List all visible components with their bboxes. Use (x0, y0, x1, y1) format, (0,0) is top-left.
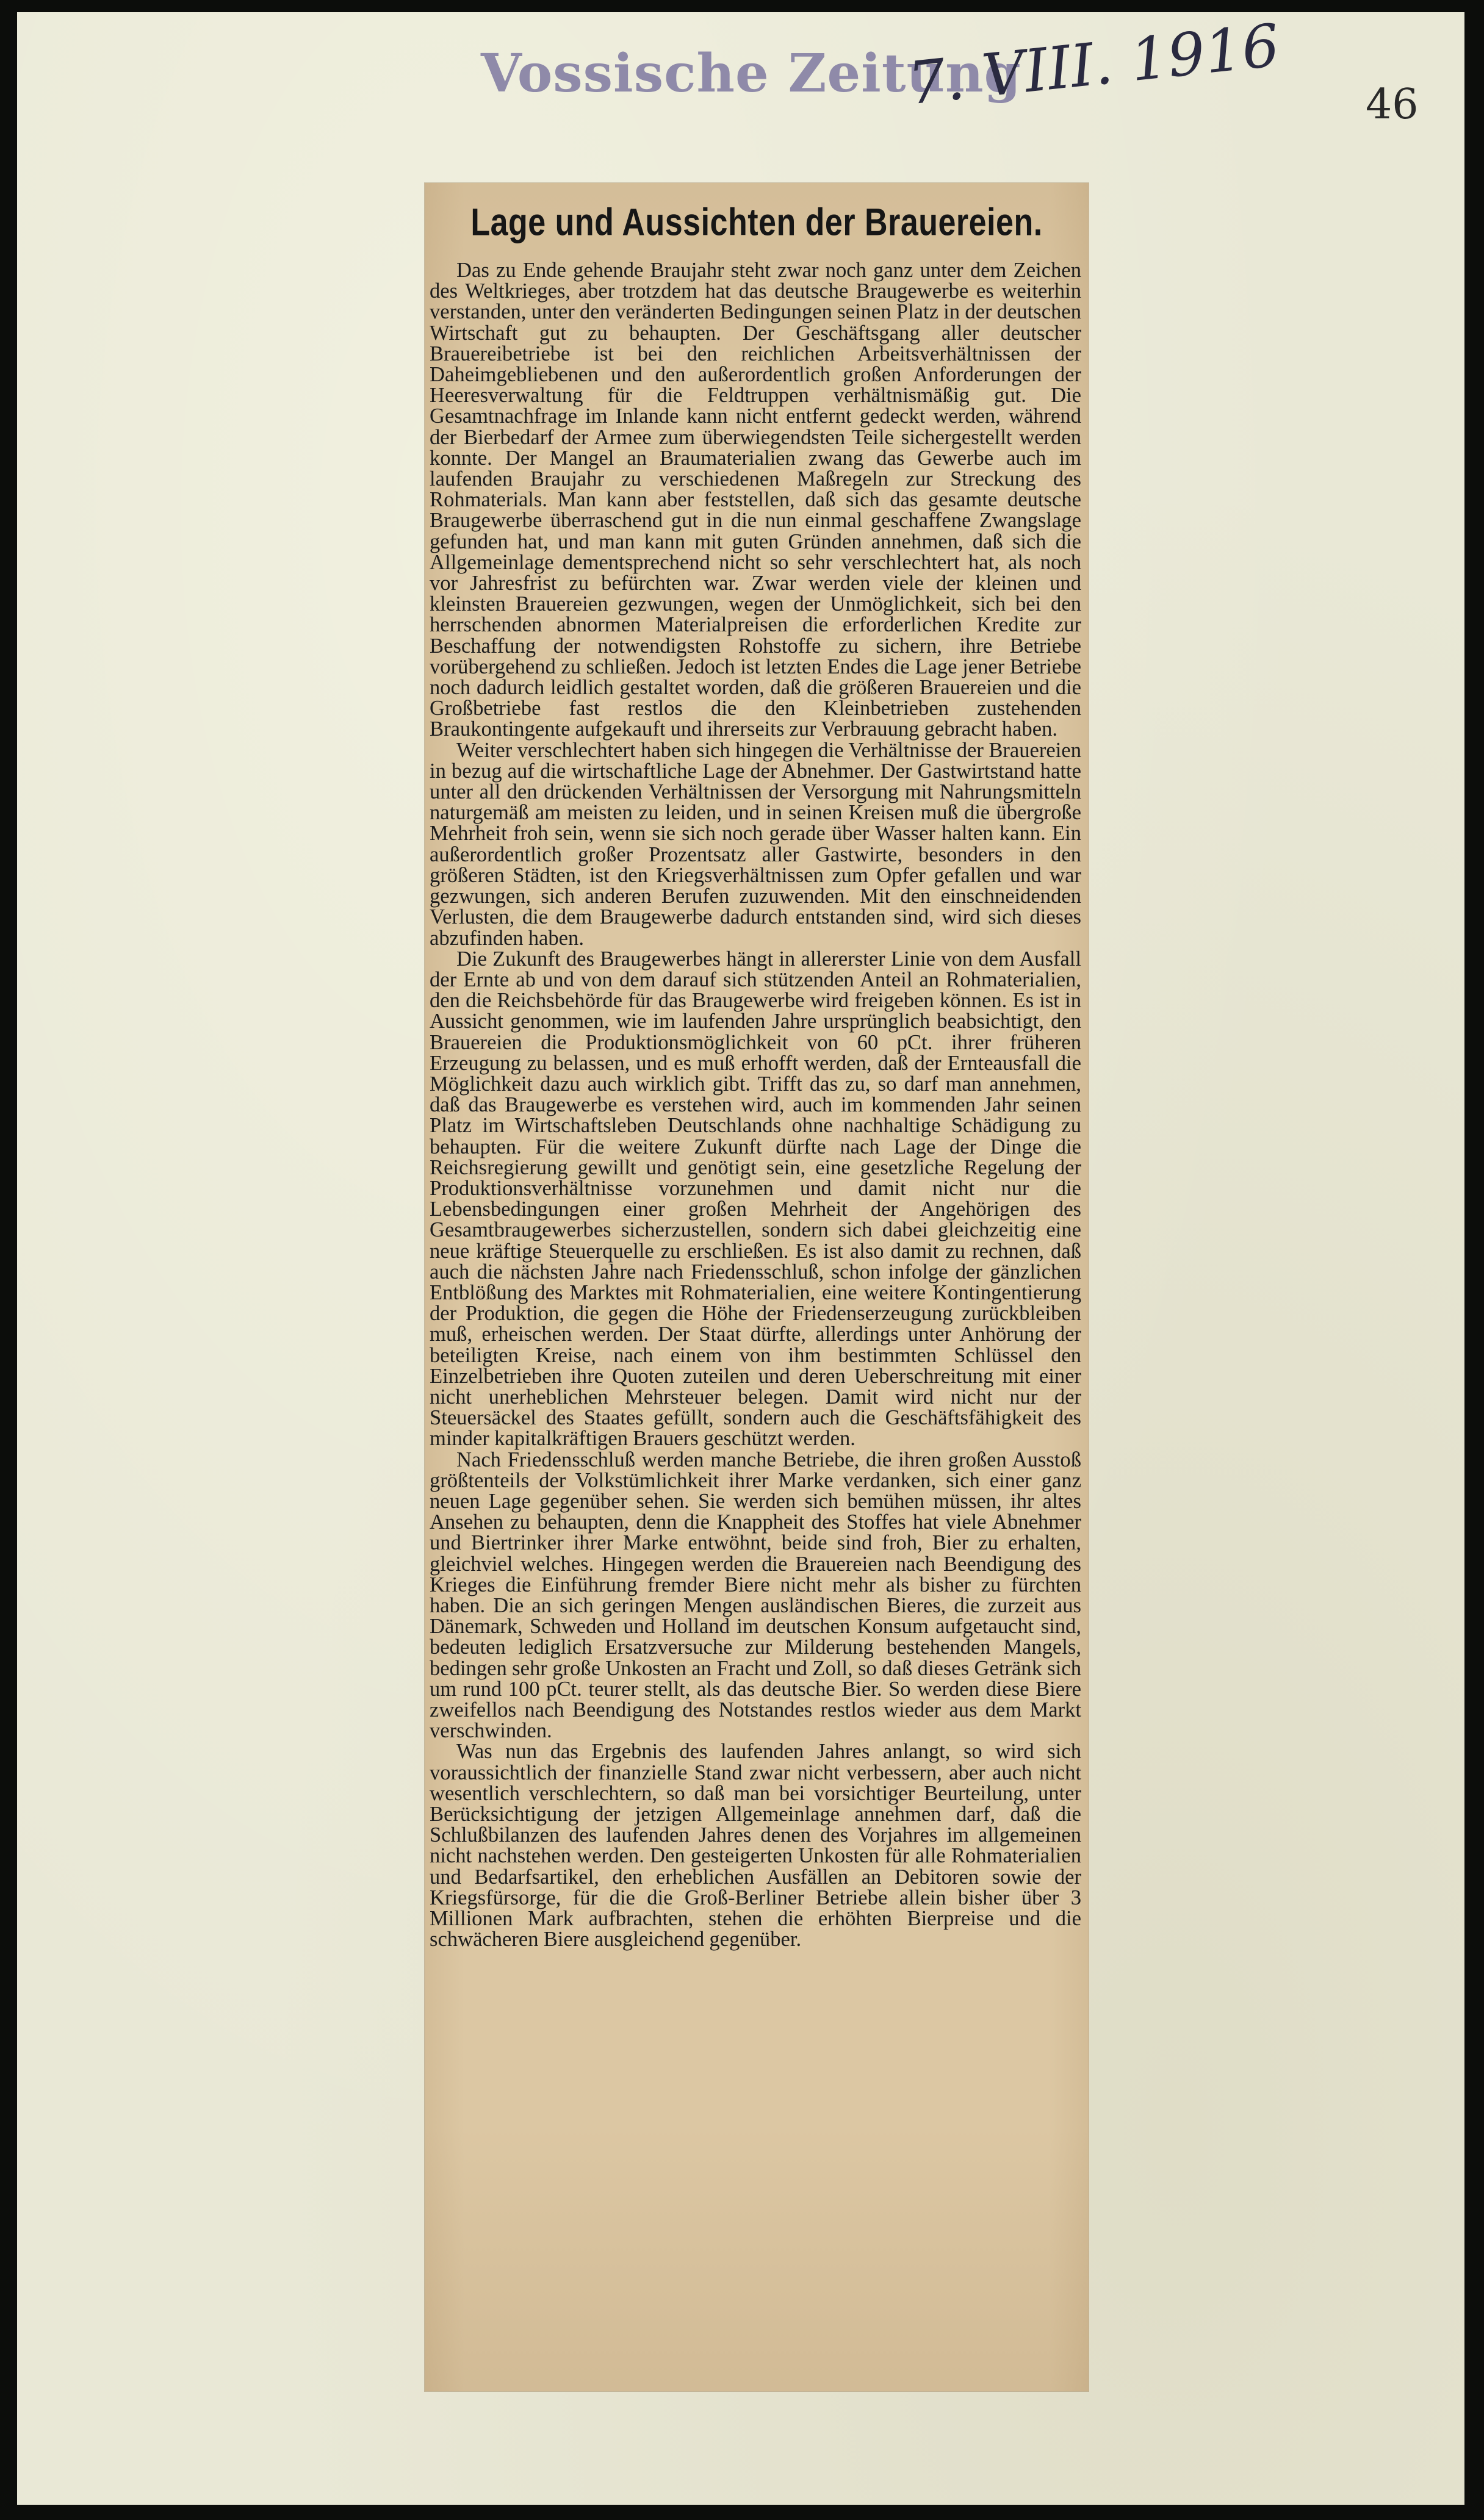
article-paragraph: Das zu Ende gehende Braujahr steht zwar noch ganz unter dem Zeichen des Weltkrieges, aber trotzdem hat das deutsche Braugewerbe es weiterhin verstanden, unter den veränderten Bedingungen seinen Platz in der deutschen Wirtschaft gut zu behaupten. Der Geschäftsgang aller deutscher Brauereibetriebe ist bei den reichlichen Arbeitsverhältnissen der Daheimgebliebenen und den außerordentlich großen Anforderungen der Heeresverwaltung für die Feldtruppen verhältnismäßig gut. Die Gesamtnachfrage im Inlande kann nicht entfernt gedeckt werden, während der Bierbedarf der Armee zum überwiegendsten Teile sichergestellt werden konnte. Der Mangel an Braumaterialien zwang das Gewerbe auch im laufenden Braujahr zu verschiedenen Maßregeln zur Streckung des Rohmaterials. Man kann aber feststellen, daß sich das gesamte deutsche Braugewerbe überraschend gut in die nun einmal geschaffene Zwangslage gefunden hat, und man kann mit guten Gründen annehmen, daß sich die Allgemeinlage dementsprechend nicht so sehr verschlechtert hat, als noch vor Jahresfrist zu befürchten war. Zwar werden viele der kleinen und kleinsten Brauereien gezwungen, wegen der Unmöglichkeit, sich bei den herrschenden abnormen Materialpreisen die erforderlichen Kredite zur Beschaffung der notwendigsten Rohstoffe zu sichern, ihre Betriebe vorübergehend zu schließen. Jedoch ist letzten Endes die Lage jener Betriebe noch dadurch leidlich gestaltet worden, daß die größeren Brauereien und die Großbetriebe fast restlos die den Kleinbetrieben zustehenden Braukontingente aufgekauft und ihrerseits zur Verbrauung gebracht haben. (430, 259, 1081, 741)
article-paragraph: Nach Friedensschluß werden manche Betriebe, die ihren großen Ausstoß größtenteils der Volkstümlichkeit ihrer Marke verdanken, sich einer ganz neuen Lage gegenüber sehen. Sie werden sich bemühen müssen, ihr altes Ansehen zu behaupten, denn die Knappheit des Stoffes hat viele Abnehmer und Biertrinker ihrer Marke entwöhnt, beide sind froh, Bier zu erhalten, gleichviel welches. Hingegen werden die Brauereien nach Beendigung des Krieges die Einführung fremder Biere nicht mehr als bisher zu fürchten haben. Die an sich geringen Mengen ausländischen Bieres, die zurzeit aus Dänemark, Schweden und Holland im deutschen Konsum aufgetaucht sind, bedeuten lediglich Ersatzversuche zur Milderung bestehenden Mangels, bedingen sehr große Unkosten an Fracht und Zoll, so daß dieses Getränk sich um rund 100 pCt. teurer stellt, als das deutsche Bier. So werden diese Biere zweifellos nach Beendigung des Notstandes restlos wieder aus dem Markt verschwinden. (430, 1448, 1081, 1743)
article-paragraph: Weiter verschlechtert haben sich hingegen die Verhältnisse der Brauereien in bezug auf die wirtschaftliche Lage der Abnehmer. Der Gastwirtstand hatte unter all den drückenden Verhältnissen der Versorgung mit Nahrungsmitteln naturgemäß am meisten zu leiden, und in seinen Kreisen muß die übergroße Mehrheit froh sein, wenn sie sich noch gerade über Wasser halten kann. Ein außerordentlich großer Prozentsatz aller Gastwirte, besonders in den größeren Städten, ist den Kriegsverhältnissen zum Opfer gefallen und war gezwungen, sich anderen Berufen zuzuwenden. Mit den einschneidenden Verlusten, die dem Braugewerbe dadurch entstanden sind, wird sich dieses abzufinden haben. (430, 738, 1081, 950)
article-headline: Lage und Aussichten der Brauereien. (470, 201, 1043, 244)
handwritten-date: 7. VIII. 1916 (905, 11, 1283, 118)
article-body (430, 260, 1081, 1950)
newspaper-clipping (425, 183, 1089, 2391)
archive-page (17, 12, 1464, 2505)
article-paragraph: Die Zukunft des Braugewerbes hängt in allererster Linie von dem Ausfall der Ernte ab und von dem darauf sich stützenden Anteil an Rohmaterialien, den die Reichsbehörde für das Braugewerbe wird freigeben können. Es ist in Aussicht genommen, wie im laufenden Jahre ursprünglich beabsichtigt, den Brauereien die Produktionsmöglichkeit von 60 pCt. ihrer früheren Erzeugung zu belassen, und es muß erhofft werden, daß der Ernteausfall die Möglichkeit dazu auch wirklich gibt. Trifft das zu, so darf man annehmen, daß das Braugewerbe es verstehen wird, auch im kommenden Jahr seinen Platz im Wirtschaftsleben Deutschlands ohne nachhaltige Schädigung zu behaupten. Für die weitere Zukunft dürfte nach Lage der Dinge die Reichsregierung gewillt und genötigt sein, eine gesetzliche Regelung der Produktionsverhältnisse vorzunehmen und damit nicht nur die Lebensbedingungen einer großen Mehrheit der Angehörigen des Gesamtbraugewerbes sicherzustellen, sondern sich dabei gleichzeitig eine neue kräftige Steuerquelle zu erschließen. Es ist also damit zu rechnen, daß auch die nächsten Jahre nach Friedensschluß, schon infolge der gänzlichen Entblößung des Marktes mit Rohmaterialien, eine weitere Kontingentierung der Produktion, die gegen die Höhe der Friedenserzeugung zurückbleiben muß, erheischen werden. Der Staat dürfte, allerdings unter Anhörung der beteiligten Kreise, nach einem von ihm bestimmten Schlüssel den Einzelbetrieben ihre Quoten zuteilen und deren Ueberschreitung mit einer nicht unerheblichen Mehrsteuer belegen. Damit wird nicht nur der Steuersäckel des Staates gefüllt, sondern auch die Geschäftsfähigkeit des minder kapitalkräftigen Brauers geschützt werden. (430, 947, 1081, 1451)
page-number: 46 (1366, 81, 1419, 129)
newspaper-stamp: Vossische Zeitung (481, 43, 1021, 104)
article-paragraph: Was nun das Ergebnis des laufenden Jahres anlangt, so wird sich voraussichtlich der finanzielle Stand zwar nicht verbessern, aber auch nicht wesentlich verschlechtern, so daß man bei vorsichtiger Beurteilung, unter Berücksichtigung der jetzigen Allgemeinlage annehmen darf, daß die Schlußbilanzen des laufenden Jahres denen des Vorjahres im allgemeinen nicht nachstehen werden. Den gesteigerten Unkosten für alle Rohmaterialien und Bedarfsartikel, den erheblichen Ausfällen an Debitoren sowie der Kriegsfürsorge, für die die Groß-Berliner Betriebe allein bisher über 3 Millionen Mark aufbrachten, stehen die erhöhten Bierpreise und die schwächeren Biere ausgleichend gegenüber. (430, 1740, 1081, 1951)
